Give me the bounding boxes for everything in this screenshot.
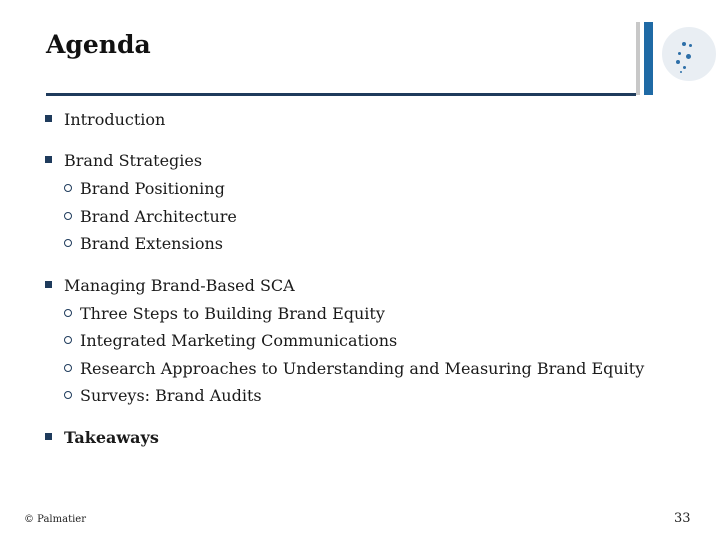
sub-list-item: Three Steps to Building Brand Equity (64, 304, 385, 323)
sub-list-item: Brand Positioning (64, 179, 225, 198)
list-item: Introduction (45, 110, 165, 129)
square-bullet-icon (45, 281, 52, 288)
slide-title: Agenda (46, 30, 151, 59)
list-item: Managing Brand-Based SCA (45, 276, 295, 295)
circle-bullet-icon (64, 239, 72, 247)
list-item: Brand Strategies (45, 151, 202, 170)
sub-list-item: Research Approaches to Understanding and Measuring Brand Equity (64, 359, 644, 378)
list-item: Takeaways (45, 428, 159, 447)
circle-bullet-icon (64, 184, 72, 192)
sub-list-item: Brand Extensions (64, 234, 223, 253)
sub-list-item: Surveys: Brand Audits (64, 386, 262, 405)
page-number: 33 (674, 511, 691, 526)
square-bullet-icon (45, 115, 52, 122)
circle-bullet-icon (64, 364, 72, 372)
sub-list-item: Brand Architecture (64, 207, 237, 226)
circle-bullet-icon (64, 391, 72, 399)
square-bullet-icon (45, 156, 52, 163)
circle-bullet-icon (64, 336, 72, 344)
sub-list-item: Integrated Marketing Communications (64, 331, 397, 350)
circle-bullet-icon (64, 309, 72, 317)
square-bullet-icon (45, 433, 52, 440)
footer-copyright: © Palmatier (24, 514, 86, 525)
circle-bullet-icon (64, 212, 72, 220)
